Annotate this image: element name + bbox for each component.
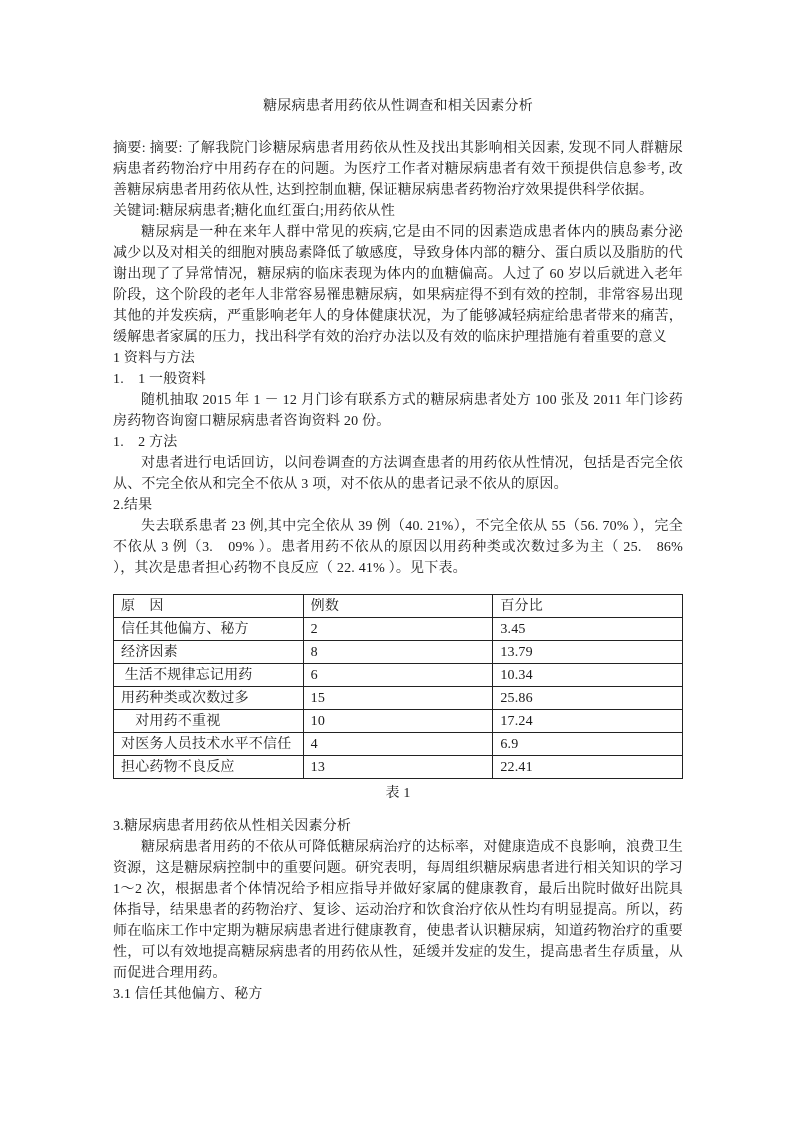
cell-percent: 13.79 — [493, 641, 683, 664]
heading-results: 2.结果 — [113, 498, 153, 513]
heading-materials-methods: 1 资料与方法 — [113, 351, 195, 366]
cell-cause: 对医务人员技术水平不信任 — [114, 733, 304, 756]
table-header-count: 例数 — [303, 595, 493, 618]
table-header-percent: 百分比 — [493, 595, 683, 618]
cell-count: 15 — [303, 687, 493, 710]
page-title: 糖尿病患者用药依从性调查和相关因素分析 — [263, 99, 533, 114]
cell-percent: 17.24 — [493, 710, 683, 733]
cell-cause: 生活不规律忘记用药 — [114, 664, 304, 687]
cell-count: 2 — [303, 618, 493, 641]
cell-count: 4 — [303, 733, 493, 756]
table-row — [114, 733, 683, 756]
table-row — [114, 618, 683, 641]
cell-percent: 3.45 — [493, 618, 683, 641]
cell-count: 13 — [303, 756, 493, 779]
heading-method: 1. 2 方法 — [113, 435, 178, 450]
paragraph-factor-analysis: 糖尿病患者用药的不依从可降低糖尿病治疗的达标率，对健康造成不良影响，浪费卫生资源，这是糖尿病控制中的重要问题。研究表明，每周组织糖尿病患者进行相关知识的学习 1～2 次，根据患者个体情况给予相应指导并做好家属的健康教育，最后出院时做好出院具体指导，结果患者的药物治疗、复诊、运动治疗和饮食治疗依从性均有明显提高。所以，药师在临床工作中定期为糖尿病患者进行健康教育，使患者认识糖尿病，知道药物治疗的重要性，可以有效地提高糖尿病患者的用药依从性，延缓并发症的发生，提高患者生存质量，从而促进合理用药。 — [113, 840, 683, 981]
table-caption: 表 1 — [385, 786, 411, 801]
table-header-row — [114, 595, 683, 618]
reasons-table — [113, 594, 683, 779]
table-header-cause: 原 因 — [114, 595, 304, 618]
keywords-line: 关键词:糖尿病患者;糖化血红蛋白;用药依从性 — [113, 204, 396, 219]
cell-cause: 担心药物不良反应 — [114, 756, 304, 779]
cell-percent: 6.9 — [493, 733, 683, 756]
paragraph-method: 对患者进行电话回访，以问卷调查的方法调查患者的用药依从性情况，包括是否完全依从、不完全依从和完全不依从 3 项，对不依从的患者记录不依从的原因。 — [113, 456, 683, 492]
paragraph-results: 失去联系患者 23 例,其中完全依从 39 例（40. 21%），不完全依从 55（56. 70% ），完全不依从 3 例（3. 09% ）。患者用药不依从的原因以用药种类或次数过多为主（ 25. 86% ），其次是患者担心药物不良反应（ 22. 41% ）。见下表。 — [113, 519, 683, 576]
cell-cause: 用药种类或次数过多 — [114, 687, 304, 710]
heading-factor-analysis: 3.糖尿病患者用药依从性相关因素分析 — [113, 819, 352, 834]
table-row — [114, 664, 683, 687]
cell-cause: 对用药不重视 — [114, 710, 304, 733]
heading-general-data: 1. 1 一般资料 — [113, 372, 206, 387]
cell-count: 8 — [303, 641, 493, 664]
cell-cause: 经济因素 — [114, 641, 304, 664]
cell-count: 6 — [303, 664, 493, 687]
table-row — [114, 756, 683, 779]
table-row — [114, 710, 683, 733]
intro-paragraph: 糖尿病是一种在来年人群中常见的疾病,它是由不同的因素造成患者体内的胰岛素分泌减少以及对相关的细胞对胰岛素降低了敏感度，导致身体内部的糖分、蛋白质以及脂肪的代谢出现了了异常情况，糖尿病的临床表现为体内的血糖偏高。人过了 60 岁以后就进入老年阶段，这个阶段的老年人非常容易罹患糖尿病，如果病症得不到有效的控制，非常容易出现其他的并发疾病，严重影响老年人的身体健康状况，为了能够减轻病症给患者带来的痛苦，缓解患者家属的压力，找出科学有效的治疗办法以及有效的临床护理措施有着重要的意义 — [113, 225, 683, 345]
table-row — [114, 687, 683, 710]
cell-percent: 25.86 — [493, 687, 683, 710]
paragraph-general-data: 随机抽取 2015 年 1 － 12 月门诊有联系方式的糖尿病患者处方 100 张及 2011 年门诊药房药物咨询窗口糖尿病患者咨询资料 20 份。 — [113, 393, 683, 429]
cell-percent: 22.41 — [493, 756, 683, 779]
table-row — [114, 641, 683, 664]
cell-count: 10 — [303, 710, 493, 733]
heading-folk-remedies: 3.1 信任其他偏方、秘方 — [113, 987, 263, 1002]
cell-percent: 10.34 — [493, 664, 683, 687]
cell-cause: 信任其他偏方、秘方 — [114, 618, 304, 641]
abstract-paragraph: 摘要: 摘要: 了解我院门诊糖尿病患者用药依从性及找出其影响相关因素, 发现不同人群糖尿病患者药物治疗中用药存在的问题。为医疗工作者对糖尿病患者有效干预提供信息参考, 改善糖尿病患者用药依从性, 达到控制血糖, 保证糖尿病患者药物治疗效果提供科学依据。 — [113, 141, 683, 198]
